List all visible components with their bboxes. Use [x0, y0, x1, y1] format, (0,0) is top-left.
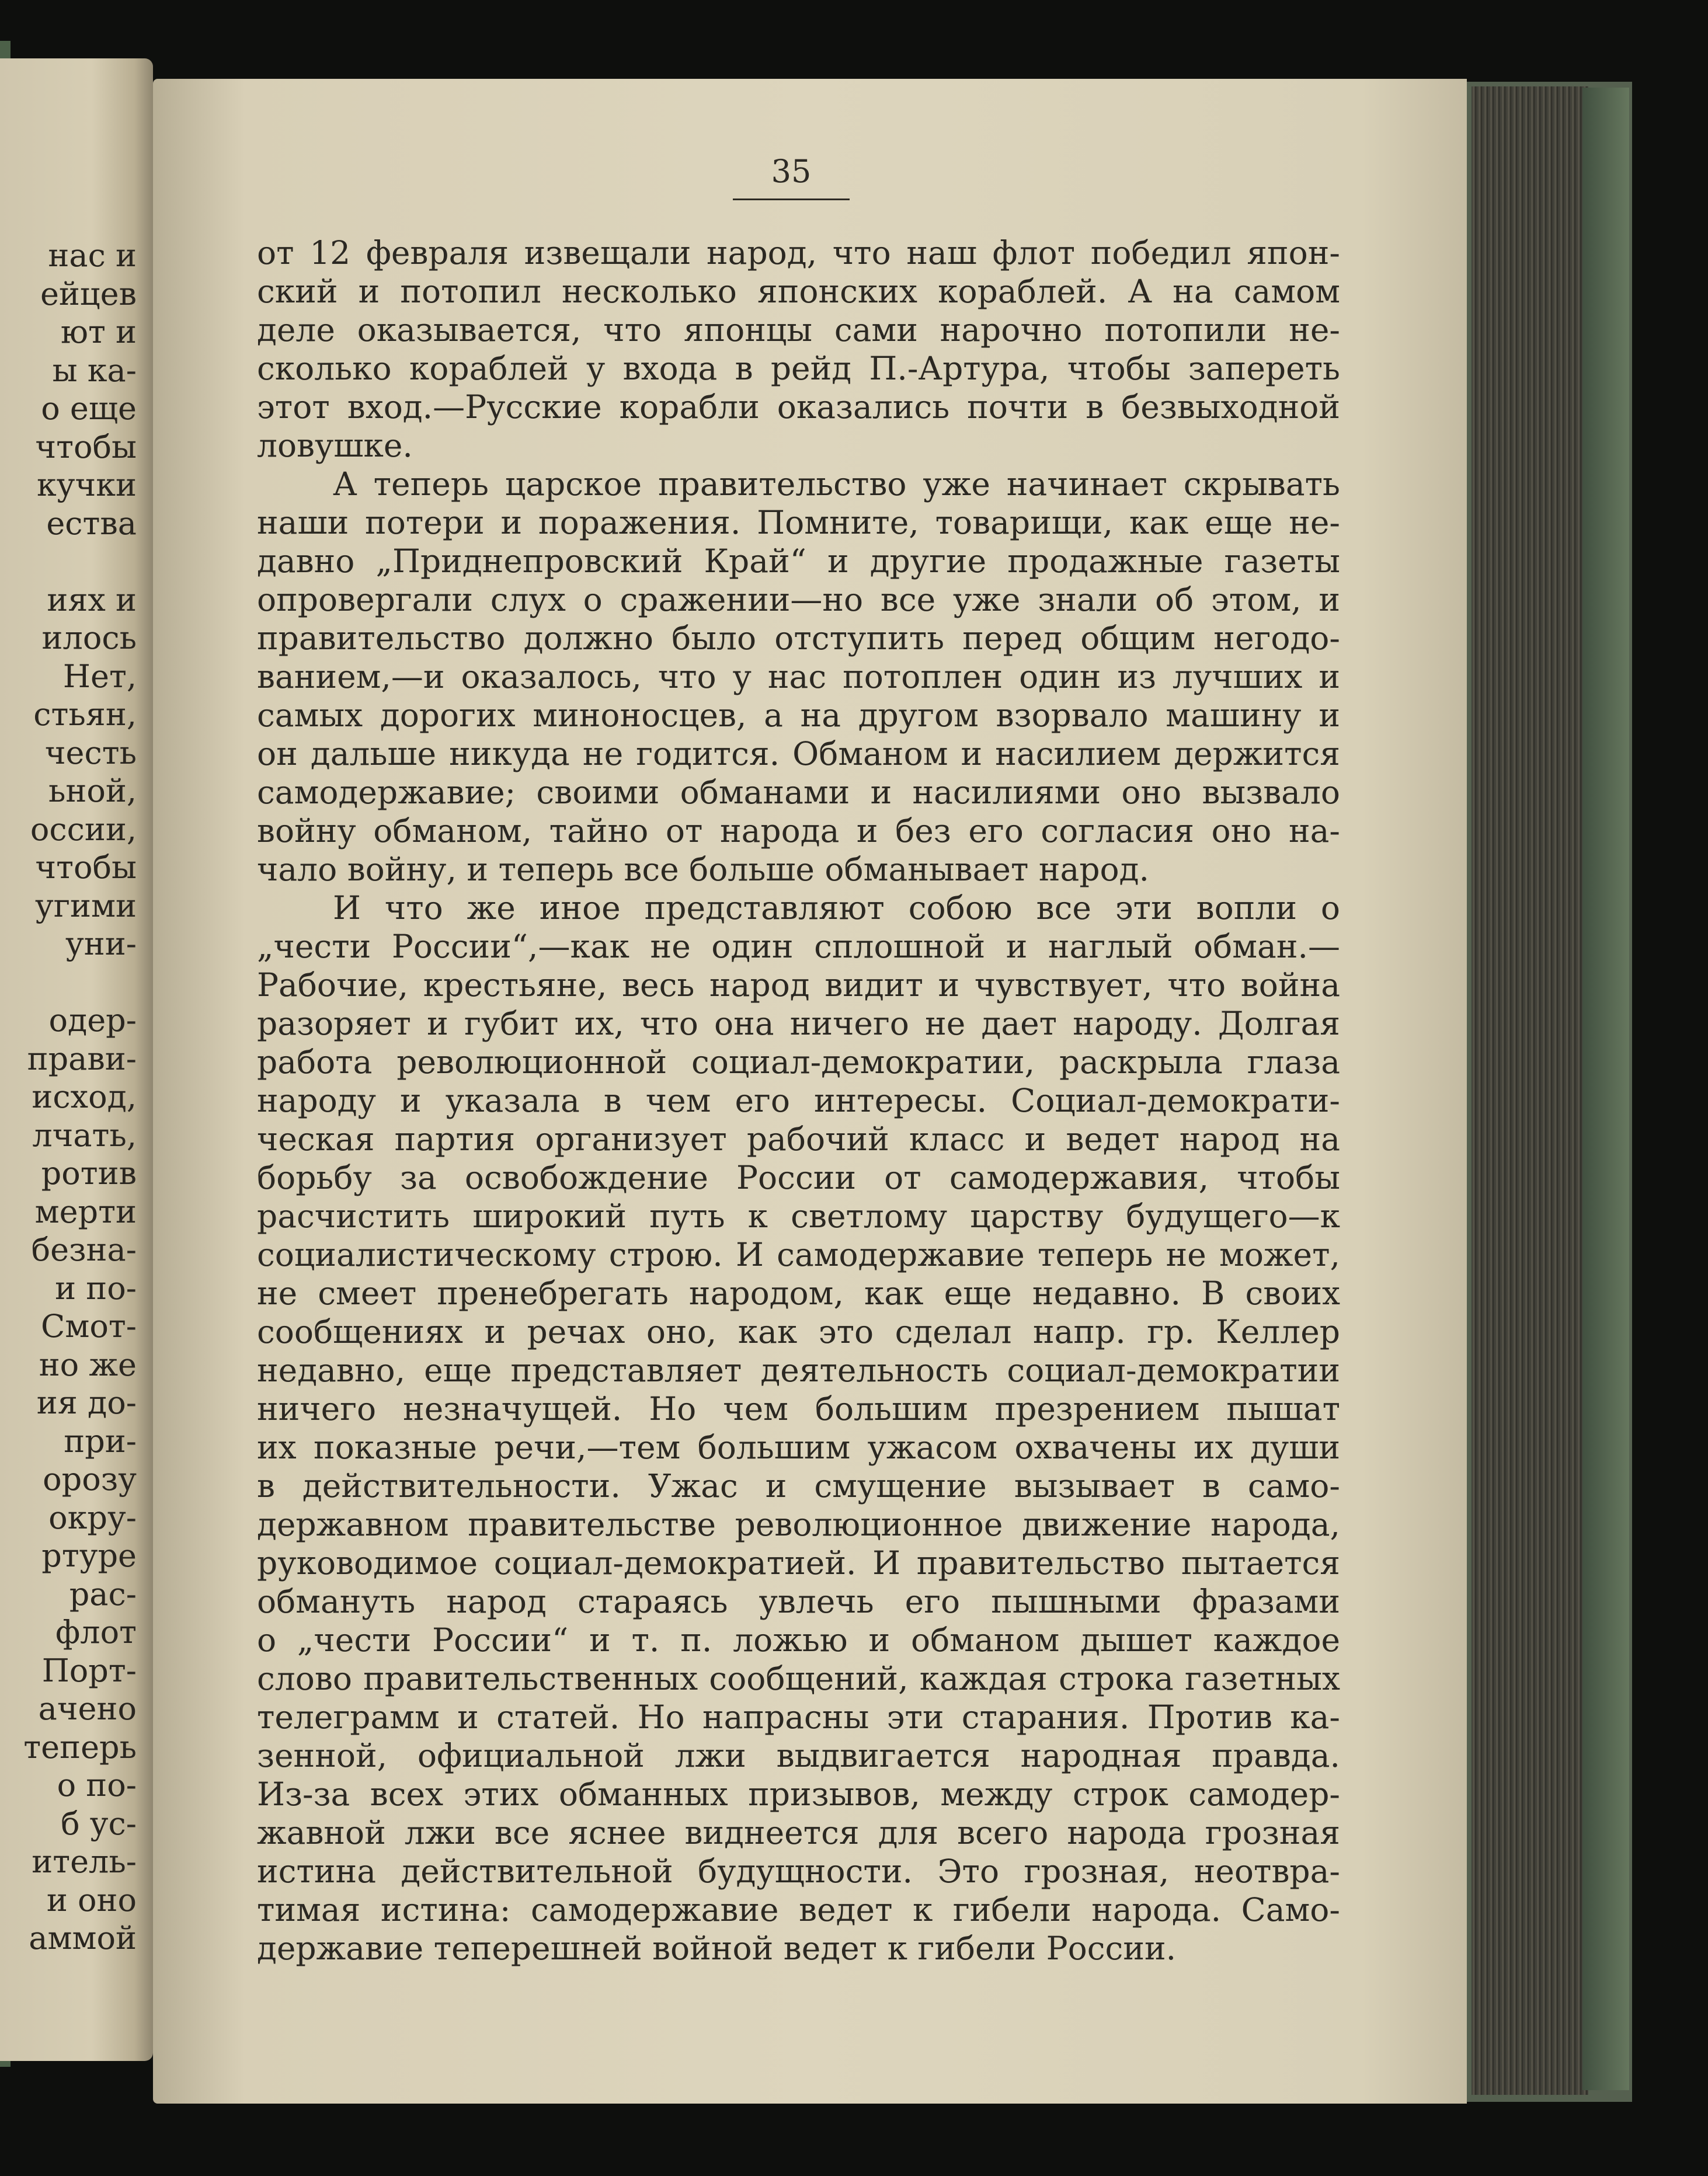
text-line: самодержавие; своими обманами и насилиями оно вызвало [257, 774, 1340, 811]
text-line: от 12 февраля извещали народ, что наш флот победил япон- [257, 234, 1340, 271]
text-line: сообщениях и речах оно, как это сделал напр. гр. Келлер [257, 1313, 1340, 1350]
text-line: расчистить широкий путь к светлому царству будущего—к [257, 1197, 1340, 1235]
page-body-text [257, 234, 1340, 1968]
text-line: о „чести России“ и т. п. ложью и обманом дышет каждое [257, 1621, 1340, 1659]
text-line: правительство должно было отступить перед общим негодо- [257, 619, 1340, 657]
left-page-line: ьной, [48, 772, 137, 809]
text-line: чало войну, и теперь все больше обманывает народ. [257, 851, 1149, 888]
left-page-line: ества [46, 504, 137, 542]
text-line: разоряет и губит их, что она ничего не дает народу. Долгая [257, 1005, 1340, 1042]
left-page-text [2, 236, 137, 1958]
page-number: 35 [771, 153, 812, 190]
text-line: жавной лжи все яснее виднеется для всего народа грозная [257, 1814, 1340, 1851]
left-page-line: уни- [65, 925, 137, 962]
text-line: ловушке. [257, 427, 413, 464]
left-page-line: и по- [55, 1269, 137, 1307]
left-page-line: ачено [38, 1690, 137, 1727]
text-line: этот вход.—Русские корабли оказались почти в безвыходной [257, 388, 1340, 426]
left-page-line: Смот- [41, 1308, 137, 1345]
text-line: истина действительной будущности. Это грозная, неотвра- [257, 1853, 1340, 1890]
text-line: державие теперешней войной ведет к гибели России. [257, 1930, 1177, 1967]
left-page-line: о по- [57, 1767, 137, 1804]
text-line: социалистическому строю. И самодержавие теперь не может, [257, 1236, 1340, 1273]
text-line: тимая истина: самодержавие ведет к гибели народа. Само- [257, 1891, 1340, 1928]
text-line: „чести России“,—как не один сплошной и наглый обман.— [257, 928, 1340, 965]
text-line: давно „Приднепровский Край“ и другие продажные газеты [257, 542, 1340, 580]
text-line: ванием,—и оказалось, что у нас потоплен один из лучших и [257, 658, 1340, 695]
text-line: борьбу за освобождение России от самодержавия, чтобы [257, 1159, 1340, 1196]
left-page-line: ы ка- [52, 351, 137, 389]
left-page-line: чтобы [35, 428, 137, 465]
left-page-line: Порт- [41, 1652, 137, 1689]
left-page-line: нас и [48, 237, 137, 274]
text-line: опровергали слух о сражении—но все уже знали об этом, и [257, 581, 1340, 618]
text-line: сколько кораблей у входа в рейд П.-Артура, чтобы запереть [257, 350, 1340, 387]
left-page-line: о еще [41, 390, 137, 427]
text-line: державном правительстве революционное движение народа, [257, 1506, 1340, 1543]
left-page [0, 58, 153, 2061]
left-page-line: ия до- [36, 1384, 137, 1421]
text-line: зенной, официальной лжи выдвигается народная правда. [257, 1737, 1340, 1774]
text-line: народу и указала в чем его интересы. Социал-демократи- [257, 1082, 1340, 1119]
text-line: Рабочие, крестьяне, весь народ видит и чувствует, что война [257, 966, 1340, 1004]
left-page-line: прави- [27, 1040, 137, 1077]
left-page-line: безна- [31, 1231, 137, 1268]
left-page-line: честь [44, 734, 137, 771]
left-page-line: ротив [41, 1155, 137, 1192]
text-line: руководимое социал-демократией. И правительство пытается [257, 1544, 1340, 1582]
left-page-line [2, 963, 137, 1002]
text-line: в действительности. Ужас и смущение вызывает в само- [257, 1467, 1340, 1505]
left-page-line: одер- [48, 1002, 137, 1039]
left-page-line: и оно [46, 1881, 137, 1919]
left-page-line: мерти [34, 1193, 137, 1230]
text-line: не смеет пренебрегать народом, как еще недавно. В своих [257, 1275, 1340, 1312]
left-page-line: ют и [60, 314, 137, 350]
text-line: Из-за всех этих обманных призывов, между строк самодер- [257, 1775, 1340, 1813]
text-line: обмануть народ стараясь увлечь его пышными фразами [257, 1583, 1340, 1620]
left-page-line: ейцев [40, 275, 137, 312]
left-page-line: лчать, [32, 1116, 137, 1154]
left-page-line [2, 542, 137, 581]
text-line: ческая партия организует рабочий класс и ведет народ на [257, 1120, 1340, 1158]
text-line: самых дорогих миноносцев, а на другом взорвало машину и [257, 697, 1340, 734]
text-line: ский и потопил несколько японских кораблей. А на самом [257, 273, 1340, 310]
left-page-line: чтобы [35, 849, 137, 886]
left-page-line: стьян, [33, 696, 137, 733]
left-page-line: иях и [47, 581, 137, 618]
text-line: войну обманом, тайно от народа и без его согласия оно на- [257, 812, 1340, 849]
page-number-rule [733, 199, 850, 200]
left-page-line: Нет, [62, 657, 137, 695]
text-line: их показные речи,—тем большим ужасом охвачены их души [257, 1429, 1340, 1466]
left-page-line: илось [41, 619, 137, 656]
text-line: И что же иное представляют собою все эти вопли о [333, 889, 1340, 927]
text-line: работа революционной социал-демократии, раскрыла глаза [257, 1043, 1340, 1081]
left-page-line: оссии, [30, 810, 137, 848]
left-page-line: исход, [32, 1078, 137, 1115]
text-line: слово правительственных сообщений, каждая строка газетных [257, 1660, 1340, 1697]
left-page-line: итель- [32, 1843, 137, 1880]
left-page-line: теперь [23, 1728, 137, 1766]
book-spine [1582, 88, 1629, 2090]
page-stack [1472, 86, 1588, 2095]
left-page-line: окру- [48, 1499, 137, 1536]
left-page-line: флот [55, 1614, 137, 1651]
left-page-line: угими [34, 887, 137, 924]
left-page-line: б ус- [61, 1805, 137, 1842]
text-line: телеграмм и статей. Но напрасны эти старания. Против ка- [257, 1698, 1340, 1736]
text-line: наши потери и поражения. Помните, товарищи, как еще не- [257, 504, 1340, 541]
left-page-line: кучки [37, 466, 137, 503]
left-page-line: аммой [29, 1920, 137, 1956]
text-line: он дальше никуда не годится. Обманом и насилием держится [257, 735, 1340, 772]
left-page-line: ртуре [41, 1537, 137, 1574]
text-line: А теперь царское правительство уже начинает скрывать [333, 465, 1340, 503]
left-page-line: рас- [69, 1575, 137, 1613]
left-page-line: орозу [43, 1461, 137, 1498]
left-page-line: при- [64, 1422, 137, 1460]
text-line: деле оказывается, что японцы сами нарочно потопили не- [257, 311, 1340, 349]
text-line: недавно, еще представляет деятельность социал-демократии [257, 1352, 1340, 1389]
text-line: ничего незначущей. Но чем большим презрением пышат [257, 1390, 1340, 1428]
left-page-line: но же [39, 1346, 137, 1383]
